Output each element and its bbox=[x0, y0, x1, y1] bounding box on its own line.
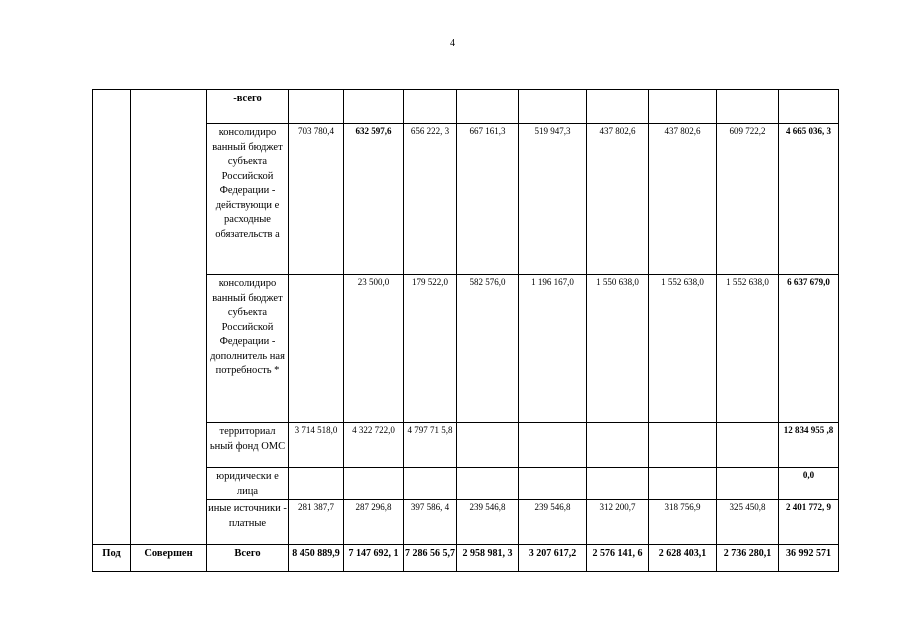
value-cell: 1 196 167,0 bbox=[519, 275, 587, 423]
total-cell bbox=[779, 90, 839, 124]
value-cell: 397 586, 4 bbox=[404, 500, 457, 545]
value-cell bbox=[457, 468, 519, 500]
total-cell: 2 401 772, 9 bbox=[779, 500, 839, 545]
value-cell: 3 207 617,2 bbox=[519, 545, 587, 572]
table-row bbox=[93, 90, 839, 124]
total-cell: 4 665 036, 3 bbox=[779, 124, 839, 275]
value-cell: 281 387,7 bbox=[289, 500, 344, 545]
value-cell: 7 286 56 5,7 bbox=[404, 545, 457, 572]
value-cell bbox=[587, 423, 649, 468]
source-cell: консолидиро ванный бюджет субъекта Российской Федерации - действующи е расходные обязательств а bbox=[207, 124, 289, 275]
value-cell bbox=[649, 423, 717, 468]
value-cell bbox=[649, 90, 717, 124]
value-cell: 4 322 722,0 bbox=[344, 423, 404, 468]
value-cell bbox=[519, 423, 587, 468]
value-cell bbox=[717, 468, 779, 500]
value-cell: 667 161,3 bbox=[457, 124, 519, 275]
activity-label: Совершен bbox=[131, 545, 207, 572]
value-cell: 3 714 518,0 bbox=[289, 423, 344, 468]
value-cell bbox=[519, 90, 587, 124]
value-cell: 312 200,7 bbox=[587, 500, 649, 545]
value-cell: 2 628 403,1 bbox=[649, 545, 717, 572]
value-cell: 8 450 889,9 bbox=[289, 545, 344, 572]
value-cell bbox=[649, 468, 717, 500]
value-cell bbox=[587, 468, 649, 500]
source-cell: юридически е лица bbox=[207, 468, 289, 500]
value-cell: 1 552 638,0 bbox=[717, 275, 779, 423]
value-cell: 2 958 981, 3 bbox=[457, 545, 519, 572]
total-cell: 6 637 679,0 bbox=[779, 275, 839, 423]
value-cell: 1 550 638,0 bbox=[587, 275, 649, 423]
value-cell: 656 222, 3 bbox=[404, 124, 457, 275]
value-cell: 582 576,0 bbox=[457, 275, 519, 423]
value-cell: 2 736 280,1 bbox=[717, 545, 779, 572]
value-cell: 287 296,8 bbox=[344, 500, 404, 545]
value-cell bbox=[519, 468, 587, 500]
value-cell bbox=[404, 90, 457, 124]
row-group-cell-2 bbox=[131, 90, 207, 545]
total-cell: 12 834 955 ,8 bbox=[779, 423, 839, 468]
value-cell: 318 756,9 bbox=[649, 500, 717, 545]
value-cell bbox=[457, 90, 519, 124]
source-cell: -всего bbox=[207, 90, 289, 124]
source-cell: Всего bbox=[207, 545, 289, 572]
value-cell: 437 802,6 bbox=[649, 124, 717, 275]
value-cell: 437 802,6 bbox=[587, 124, 649, 275]
value-cell: 239 546,8 bbox=[519, 500, 587, 545]
value-cell bbox=[344, 90, 404, 124]
total-cell: 36 992 571 bbox=[779, 545, 839, 572]
total-row bbox=[93, 545, 839, 572]
value-cell bbox=[289, 90, 344, 124]
source-cell: территориал ьный фонд ОМС bbox=[207, 423, 289, 468]
budget-table bbox=[92, 89, 839, 572]
source-cell: иные источники - платные bbox=[207, 500, 289, 545]
value-cell: 179 522,0 bbox=[404, 275, 457, 423]
value-cell: 2 576 141, 6 bbox=[587, 545, 649, 572]
value-cell bbox=[717, 423, 779, 468]
value-cell: 609 722,2 bbox=[717, 124, 779, 275]
value-cell: 7 147 692, 1 bbox=[344, 545, 404, 572]
value-cell bbox=[457, 423, 519, 468]
value-cell: 519 947,3 bbox=[519, 124, 587, 275]
row-group-cell-1 bbox=[93, 90, 131, 545]
source-cell: консолидиро ванный бюджет субъекта Российской Федерации - дополнитель ная потребность * bbox=[207, 275, 289, 423]
value-cell: 23 500,0 bbox=[344, 275, 404, 423]
total-cell: 0,0 bbox=[779, 468, 839, 500]
value-cell bbox=[717, 90, 779, 124]
page-number: 4 bbox=[450, 38, 455, 49]
value-cell: 239 546,8 bbox=[457, 500, 519, 545]
value-cell: 632 597,6 bbox=[344, 124, 404, 275]
value-cell bbox=[587, 90, 649, 124]
value-cell bbox=[344, 468, 404, 500]
value-cell bbox=[289, 468, 344, 500]
value-cell bbox=[404, 468, 457, 500]
value-cell: 325 450,8 bbox=[717, 500, 779, 545]
value-cell: 4 797 71 5,8 bbox=[404, 423, 457, 468]
value-cell: 703 780,4 bbox=[289, 124, 344, 275]
value-cell bbox=[289, 275, 344, 423]
value-cell: 1 552 638,0 bbox=[649, 275, 717, 423]
section-label: Под bbox=[93, 545, 131, 572]
